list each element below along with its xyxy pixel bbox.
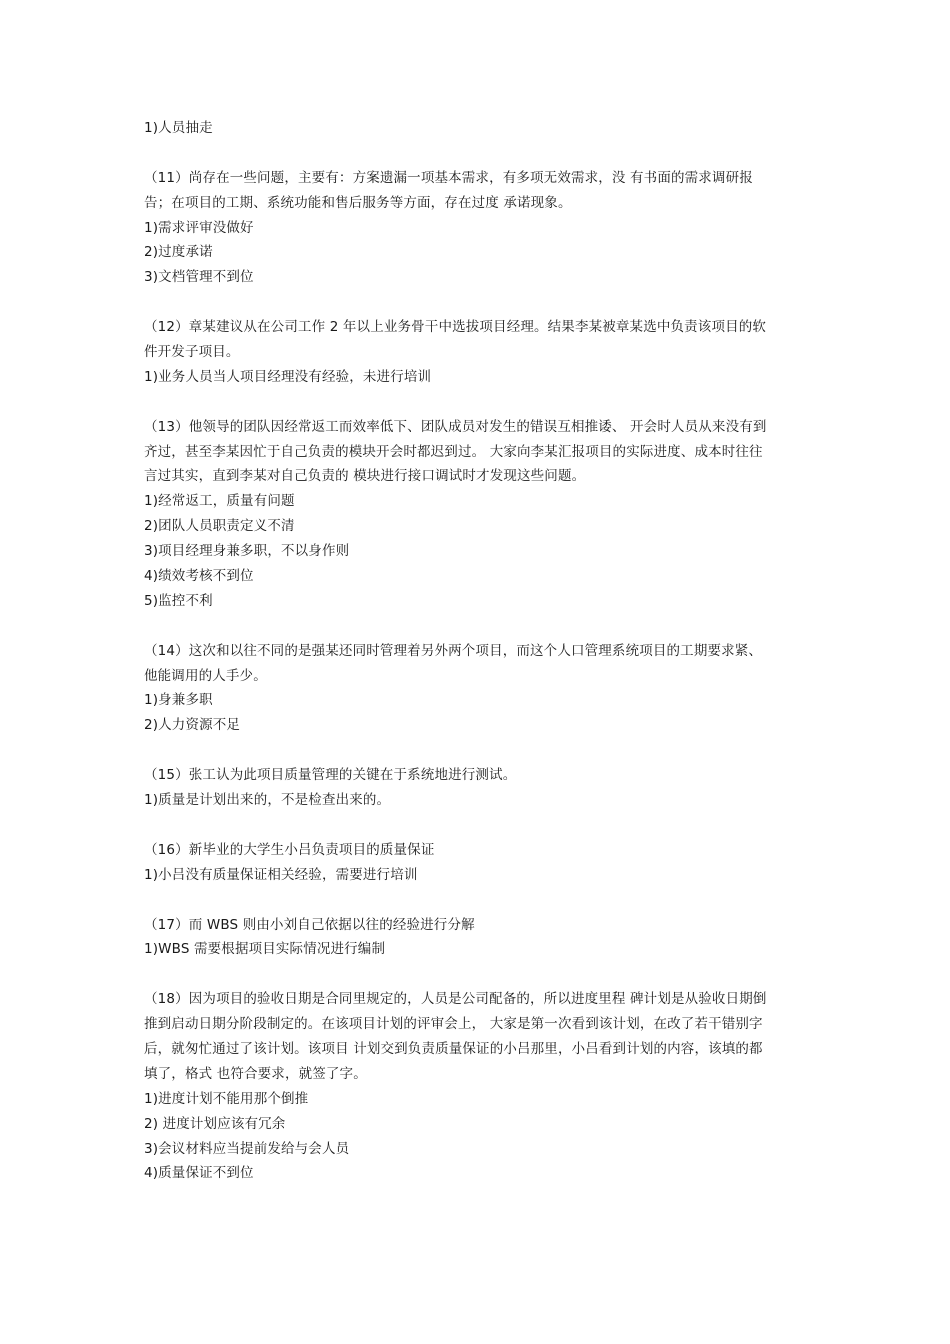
text-line: 1)经常返工，质量有问题 xyxy=(144,493,295,510)
text-line: 言过其实，直到李某对自己负责的 模块进行接口调试时才发现这些问题。 xyxy=(144,468,586,485)
text-line: 1)人员抽走 xyxy=(144,120,213,136)
text-line: （12）章某建议从在公司工作 2 年以上业务骨干中选拔项目经理。结果李某被章某选中负责该项目的软 xyxy=(144,319,767,336)
text-line: 填了，格式 也符合要求，就签了字。 xyxy=(144,1065,367,1082)
blank-line xyxy=(144,390,806,415)
text-line: （17）而 WBS 则由小刘自己依据以往的经验进行分解 xyxy=(144,916,475,933)
text-line: 1)身兼多职 xyxy=(144,692,213,709)
text-line: （16）新毕业的大学生小吕负责项目的质量保证 xyxy=(144,841,435,858)
blank-line xyxy=(144,813,806,838)
text-line: （11）尚存在一些问题，主要有：方案遗漏一项基本需求，有多项无效需求，没 有书面的需求调研报 xyxy=(144,169,753,186)
blank-line xyxy=(144,888,806,913)
text-line: 5)监控不利 xyxy=(144,592,213,609)
blank-line xyxy=(144,614,806,639)
text-line: 3)文档管理不到位 xyxy=(144,269,254,286)
text-line: 3)项目经理身兼多职，不以身作则 xyxy=(144,543,350,560)
text-line: 2)过度承诺 xyxy=(144,244,213,261)
text-line: 1)进度计划不能用那个倒推 xyxy=(144,1090,309,1107)
text-line: （15）张工认为此项目质量管理的关键在于系统地进行测试。 xyxy=(144,767,517,784)
text-line: 后，就匆忙通过了该计划。该项目 计划交到负责质量保证的小吕那里，小吕看到计划的内容，该填的都 xyxy=(144,1040,763,1057)
text-line: 1)需求评审没做好 xyxy=(144,219,254,236)
text-line: 告；在项目的工期、系统功能和售后服务等方面，存在过度 承诺现象。 xyxy=(144,194,572,211)
text-line: 1)质量是计划出来的，不是检查出来的。 xyxy=(144,792,391,809)
blank-line xyxy=(144,290,806,315)
text-line: 件开发子项目。 xyxy=(144,344,240,361)
text-line: 齐过，甚至李某因忙于自己负责的模块开会时都迟到过。 大家向李某汇报项目的实际进度、成本时往往 xyxy=(144,443,763,460)
text-line: 3)会议材料应当提前发给与会人员 xyxy=(144,1140,350,1157)
text-line: 他能调用的人手少。 xyxy=(144,667,267,684)
text-line: 2)人力资源不足 xyxy=(144,717,241,734)
text-line: 2) 进度计划应该有冗余 xyxy=(144,1115,286,1132)
text-line: 2)团队人员职责定义不清 xyxy=(144,518,295,535)
text-line: 推到启动日期分阶段制定的。在该项目计划的评审会上， 大家是第一次看到该计划，在改了若干错别字 xyxy=(144,1016,763,1033)
text-line: 1)小吕没有质量保证相关经验，需要进行培训 xyxy=(144,866,418,883)
text-line: （14）这次和以往不同的是强某还同时管理着另外两个项目，而这个人口管理系统项目的工期要求紧、 xyxy=(144,642,763,659)
blank-line xyxy=(144,738,806,763)
text-line: （13）他领导的团队因经常返工而效率低下、团队成员对发生的错误互相推诿、 开会时人员从来没有到 xyxy=(144,418,767,435)
blank-line xyxy=(144,141,806,166)
text-line: （18）因为项目的验收日期是合同里规定的，人员是公司配备的，所以进度里程 碑计划是从验收日期倒 xyxy=(144,991,767,1008)
text-line: 1)WBS 需要根据项目实际情况进行编制 xyxy=(144,941,386,958)
text-line: 4)质量保证不到位 xyxy=(144,1165,254,1182)
blank-line xyxy=(144,962,806,987)
document-page xyxy=(144,116,806,1186)
text-line: 4)绩效考核不到位 xyxy=(144,568,254,585)
text-line: 1)业务人员当人项目经理没有经验，未进行培训 xyxy=(144,368,432,385)
